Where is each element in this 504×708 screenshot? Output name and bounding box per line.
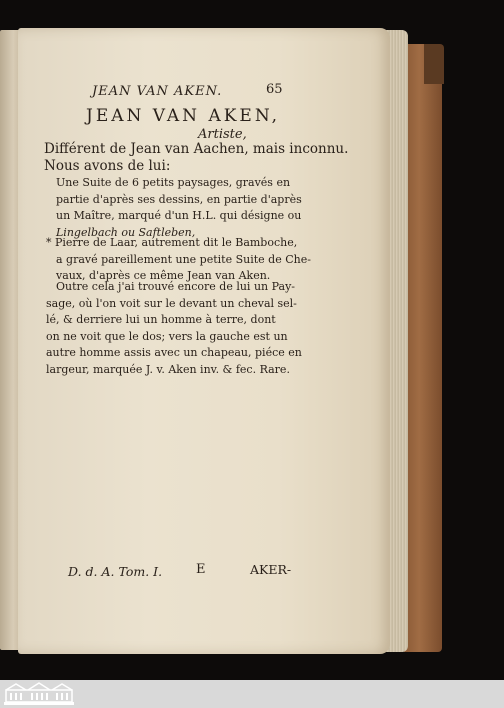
viewer-bottom-bar bbox=[0, 680, 504, 708]
text-line: un Maître, marqué d'un H.L. qui désigne ou bbox=[56, 209, 302, 223]
book-cover-edge bbox=[404, 44, 442, 652]
sheet-letter: E bbox=[196, 562, 206, 577]
paragraph-laar bbox=[46, 235, 311, 285]
paragraph-suite bbox=[56, 175, 302, 241]
library-building-logo-icon[interactable] bbox=[4, 682, 74, 706]
intro-line: Différent de Jean van Aachen, mais inconnu. bbox=[44, 141, 349, 157]
text-line: largeur, marquée J. v. Aken inv. & fec. Rare. bbox=[46, 362, 290, 376]
signature-mark: D. d. A. Tom. I. bbox=[68, 564, 163, 579]
text-line: sage, où l'on voit sur le devant un cheval sel- bbox=[46, 296, 297, 310]
text-line: Outre cela j'ai trouvé encore de lui un Pay- bbox=[56, 280, 296, 293]
text-line: vaux, d'après ce même Jean van Aken. bbox=[56, 269, 271, 283]
text-line: * Pierre de Laar, autrement dit le Bamboche, bbox=[46, 236, 298, 249]
running-head: JEAN VAN AKEN. bbox=[92, 84, 223, 99]
entry-title: JEAN VAN AKEN, bbox=[86, 106, 281, 126]
text-line: partie d'après ses dessins, en partie d'après bbox=[56, 192, 302, 206]
catchword: AKER- bbox=[250, 562, 292, 577]
book-cover-top bbox=[424, 44, 444, 84]
entry-subtitle: Artiste, bbox=[198, 127, 247, 142]
text-line: autre homme assis avec un chapeau, piéce en bbox=[46, 346, 302, 360]
text-line: a gravé pareillement une petite Suite de Che- bbox=[56, 252, 311, 266]
page-number: 65 bbox=[266, 82, 283, 97]
text-line: on ne voit que le dos; vers la gauche est un bbox=[46, 329, 288, 343]
text-line: Lingelbach ou Saftleben, bbox=[56, 225, 196, 239]
paragraph-paysage bbox=[46, 279, 302, 379]
intro-line: Nous avons de lui: bbox=[44, 158, 171, 174]
text-line: Une Suite de 6 petits paysages, gravés en bbox=[56, 176, 291, 189]
text-line: lé, & derriere lui un homme à terre, dont bbox=[46, 313, 276, 327]
